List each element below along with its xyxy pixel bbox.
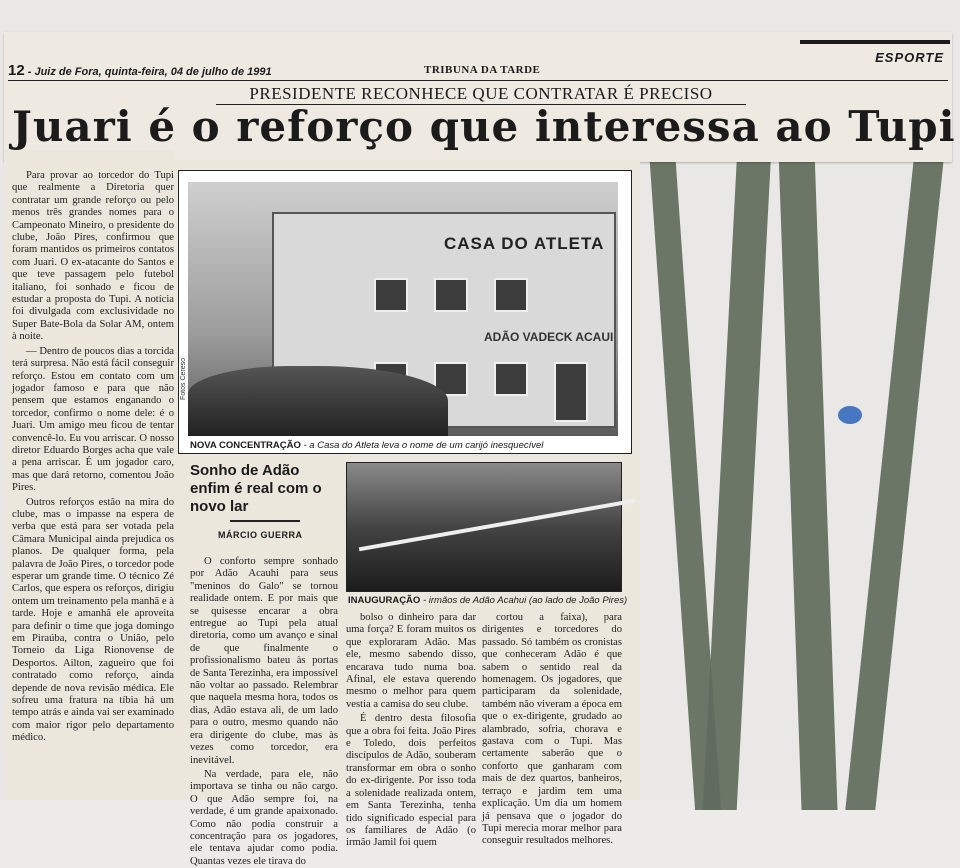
byline: MÁRCIO GUERRA xyxy=(218,530,303,540)
building-name: ADÃO VADECK ACAUI xyxy=(484,330,614,344)
photo2-caption xyxy=(348,595,627,606)
sidebar-paragraph: cortou a faixa), para dirigentes e torcedores do passado. Só também os cronistas que conheceram Adão é que sabem o sentido real da homenagem. Os jogadores, que participaram da solenidade, também não viveram a época em que o ex-dirigente, grudado ao alambrado, sofria, chorava e gastava com o Tupi. Mas certamente saberão que o conforto que ganharam com mais de dez quartos, banheiros, terraço e jardim tem uma explicação. Um dia um homem já pensava que o jogador do Tupi merecia morar melhor para conseguir resultados melhores. xyxy=(482,612,622,847)
window xyxy=(434,278,468,312)
sidebar-rule xyxy=(230,520,300,522)
caption-text: - a Casa do Atleta leva o nome de um carijó inesquecível xyxy=(300,440,544,451)
section-label: ESPORTE xyxy=(875,50,944,65)
crowd xyxy=(188,366,448,436)
caption-lead: INAUGURAÇÃO xyxy=(348,595,421,606)
inauguration-photo xyxy=(346,462,622,592)
photo-credit: Fotos Cereso xyxy=(180,357,187,400)
article-paragraph: Para provar ao torcedor do Tupi que realmente a Diretoria quer contratar um grande reforço ou pelo menos três grandes nomes para o Campeonato Mineiro, o presidente do clube, João Pires, confirmou que foram mantidos os primeiros contatos com Juari. O ex-atacante do Santos e que teve passagem pelo futebol italiano, foi sonhado e ficou de estudar a proposta do Tupi. A notícia foi divulgada com exclusividade no Super Bate-Bola da Solar AM, ontem à noite. xyxy=(12,170,174,343)
ink-stain xyxy=(838,406,862,424)
sidebar-column-1 xyxy=(190,556,338,867)
caption-text: - irmãos de Adão Acahui (ao lado de João Pires) xyxy=(420,595,628,606)
casa-do-atleta-photo xyxy=(188,182,618,436)
masthead: TRIBUNA DA TARDE xyxy=(424,64,541,76)
sidebar-column-2 xyxy=(346,612,476,849)
dateline: - Juiz de Fora, quinta-feira, 04 de julho de 1991 xyxy=(27,66,272,78)
article-headline: Juari é o reforço que interessa ao Tupi xyxy=(12,102,956,151)
section-bar xyxy=(800,40,950,44)
article-left-column xyxy=(12,170,174,744)
window xyxy=(374,278,408,312)
header-rule xyxy=(8,80,948,81)
building-sign: CASA DO ATLETA xyxy=(444,234,605,253)
sidebar-paragraph: É dentro desta filosofia que a obra foi feita. João Pires e Toledo, dois perfeitos discípulos de Adão, souberam transformar em obra o sonho do ex-dirigente. Por isso toda a solenidade realizada ontem, em Santa Terezinha, tenha tido significado especial para os familiares de Adão (o irmão Jamil foi quem xyxy=(346,713,476,849)
sidebar-paragraph: O conforto sempre sonhado por Adão Acauhi para seus "meninos do Galo" se tornou realidade ontem. E por mais que se quisesse encarar a obra entregue ao Tupi pela atual diretoria, como um avanço e sinal de que finalmente o profissionalismo bateu às portas de Santa Terezinha, era impossível não voltar ao passado. Relembrar que naquela mesma hora, todos os dias, Adão estava ali, de um lado para o outro, mesmo quando não era dirigente do clube, mas às vezes como torcedor, era inevitável. xyxy=(190,556,338,766)
sidebar-paragraph: Na verdade, para ele, não importava se tinha ou não cargo. O que Adão sempre foi, na verdade, é um grande apaixonado. Como não podia construir a concentração para os jogadores, ele tentava ajudar como podia. Quantas vezes ele tirava do xyxy=(190,768,338,867)
window xyxy=(494,362,528,396)
door xyxy=(554,362,588,422)
article-paragraph: — Dentro de poucos dias a torcida terá surpresa. Não está fácil conseguir reforço. Estou em contato com um jogador famoso e para que não pensem que estamos enganando o torcedor, confirmo o nome dele: é o Juari. Um amigo meu ficou de tentar convencê-lo. Eu vou arriscar. O nosso diretor Eduardo Borges acha que vale a pena arriscar. É um jogador caro, mas que dará retorno, comentou João Pires. xyxy=(12,345,174,494)
folio-line xyxy=(8,62,272,79)
article-paragraph: Outros reforços estão na mira do clube, mas o impasse na espera de verba que está para ser votada pela Câmara Municipal ainda prejudica os planos. De qualquer forma, pela palavra de João Pires, o torcedor pode esperar um grande time. O técnico Zé Carlos, que espera os reforços, dirigiu ontem um treinamento pela manhã e à tarde. Hoje e amanhã ele aproveita para definir o time que joga domingo em Piraúba, contra o União, pelo Torneio da Liga Rionovense de Desportos. Ailton, zagueiro que foi contratado como reforço, ainda depende de nova revisão médica. Ele sofreu uma fratura na tíbia há um tempo atrás e ainda vai ser examinado com maior rigor pelo departamento médico. xyxy=(12,496,174,744)
sidebar-column-3 xyxy=(482,612,622,847)
ribbon xyxy=(359,499,635,552)
sidebar-headline: Sonho de Adão enfim é real com o novo lar xyxy=(190,462,322,515)
sidebar-paragraph: bolso o dinheiro para dar uma força? E foram muitos os que exploraram Adão. Mas ele, mesmo sabendo disso, encarava tudo numa boa. Afinal, ele estava querendo mesmo o melhor para quem vestia a camisa do seu clube. xyxy=(346,612,476,710)
photo1-caption xyxy=(190,440,543,451)
caption-lead: NOVA CONCENTRAÇÃO xyxy=(190,440,301,451)
article-kicker: PRESIDENTE RECONHECE QUE CONTRATAR É PRECISO xyxy=(216,84,746,105)
page-number: 12 xyxy=(8,62,25,79)
window xyxy=(494,278,528,312)
